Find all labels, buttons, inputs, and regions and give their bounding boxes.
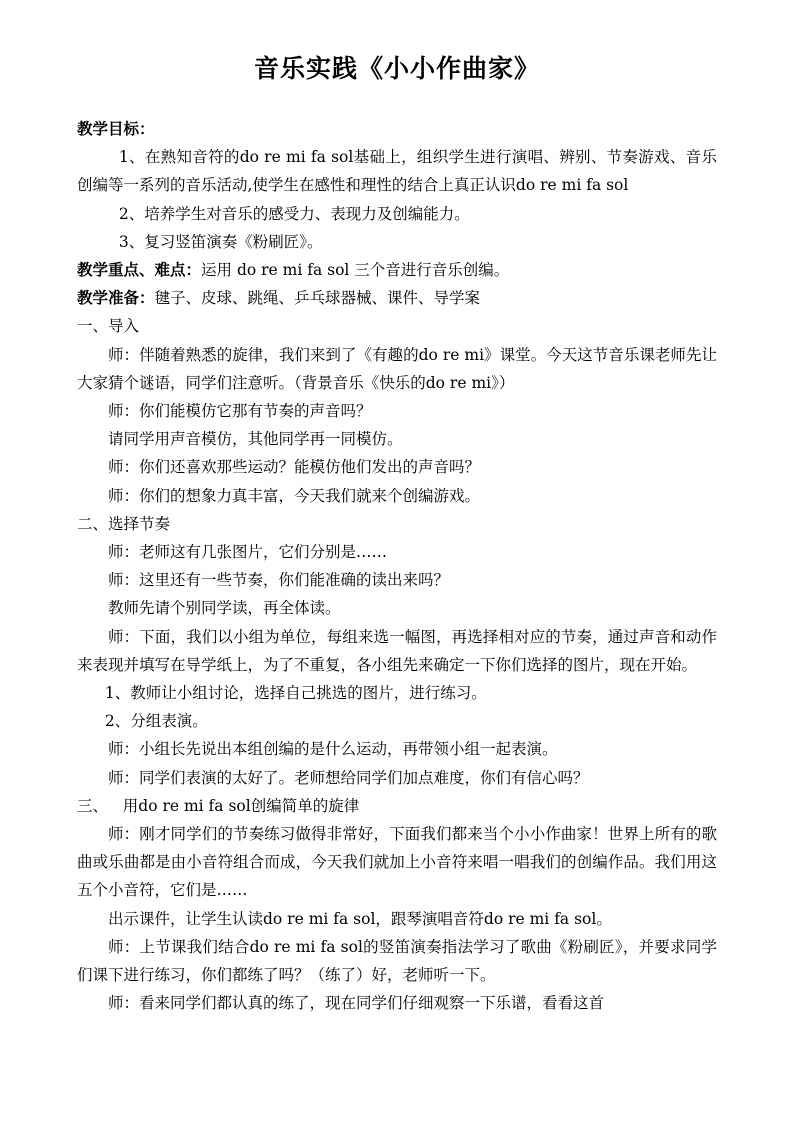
paragraph: 出示课件，让学生认读do re mi fa sol，跟琴演唱音符do re mi fa sol。 [108,909,612,928]
paragraph: 师：你们的想象力真丰富，今天我们就来个创编游戏。 [108,486,481,505]
document-body [77,115,717,1018]
key-points-line [77,256,717,284]
key-points-text: 运用 do re mi fa sol 三个音进行音乐创编。 [201,261,510,280]
goals-label: 教学目标： [77,119,155,138]
paragraph: 师：伴随着熟悉的旋律，我们来到了《有趣的do re mi》课堂。今天这节音乐课老师先让大家猜个谜语，同学们注意听。（背景音乐《快乐的do re mi》） [77,345,717,392]
paragraph: 师：老师这有几张图片，它们分别是…… [108,543,388,562]
paragraph: 师：小组长先说出本组创编的是什么运动，再带领小组一起表演。 [108,740,558,759]
paragraph: 师：你们能模仿它那有节奏的声音吗？ [108,402,372,421]
paragraph: 请同学用声音模仿，其他同学再一同模仿。 [108,430,403,449]
paragraph: 师：这里还有一些节奏，你们能准确的读出来吗？ [108,571,450,590]
goal-item: 2、培养学生对音乐的感受力、表现力及创编能力。 [118,204,470,223]
goals-heading [77,115,717,143]
paragraph: 师：看来同学们都认真的练了，现在同学们仔细观察一下乐谱，看看这首 [108,994,605,1013]
section-heading: 三、 用do re mi fa sol创编简单的旋律 [77,796,360,815]
paragraph: 师：你们还喜欢那些运动？能模仿他们发出的声音吗？ [108,458,481,477]
prep-text: 毽子、皮球、跳绳、乒乓球器械、课件、导学案 [154,289,481,308]
section-heading: 一、导入 [77,317,140,336]
paragraph: 师：上节课我们结合do re mi fa sol的竖笛演奏指法学习了歌曲《粉刷匠》，并要求同学们课下进行练习，你们都练了吗？（练了）好，老师听一下。 [77,937,717,985]
section-heading: 二、选择节奏 [77,514,171,533]
step-item: 1、教师让小组讨论，选择自己挑选的图片，进行练习。 [104,684,487,703]
prep-label: 教学准备： [77,288,155,308]
page-title: 音乐实践《小小作曲家》 [253,54,540,83]
key-points-label: 教学重点、难点： [77,260,202,280]
prep-line [77,284,717,312]
goal-item: 3、复习竖笛演奏《粉刷匠》。 [118,232,323,251]
paragraph: 教师先请个别同学读，再全体读。 [108,599,341,618]
goal-item: 1、在熟知音符的do re mi fa sol基础上，组织学生进行演唱、辨别、节奏游戏、音乐创编等一系列的音乐活动,使学生在感性和理性的结合上真正认识do re mi fa sol [77,148,717,195]
paragraph: 师：下面，我们以小组为单位，每组来选一幅图，再选择相对应的节奏，通过声音和动作来表现并填写在导学纸上，为了不重复，各小组先来确定一下你们选择的图片，现在开始。 [77,627,717,674]
paragraph: 师：刚才同学们的节奏练习做得非常好，下面我们都来当个小小作曲家！世界上所有的歌曲或乐曲都是由小音符组合而成，今天我们就加上小音符来唱一唱我们的创编作品。我们用这五个小音符，它们是…… [77,825,717,900]
paragraph: 师：同学们表演的太好了。老师想给同学们加点难度，你们有信心吗？ [108,768,589,787]
step-item: 2、分组表演。 [104,712,208,731]
